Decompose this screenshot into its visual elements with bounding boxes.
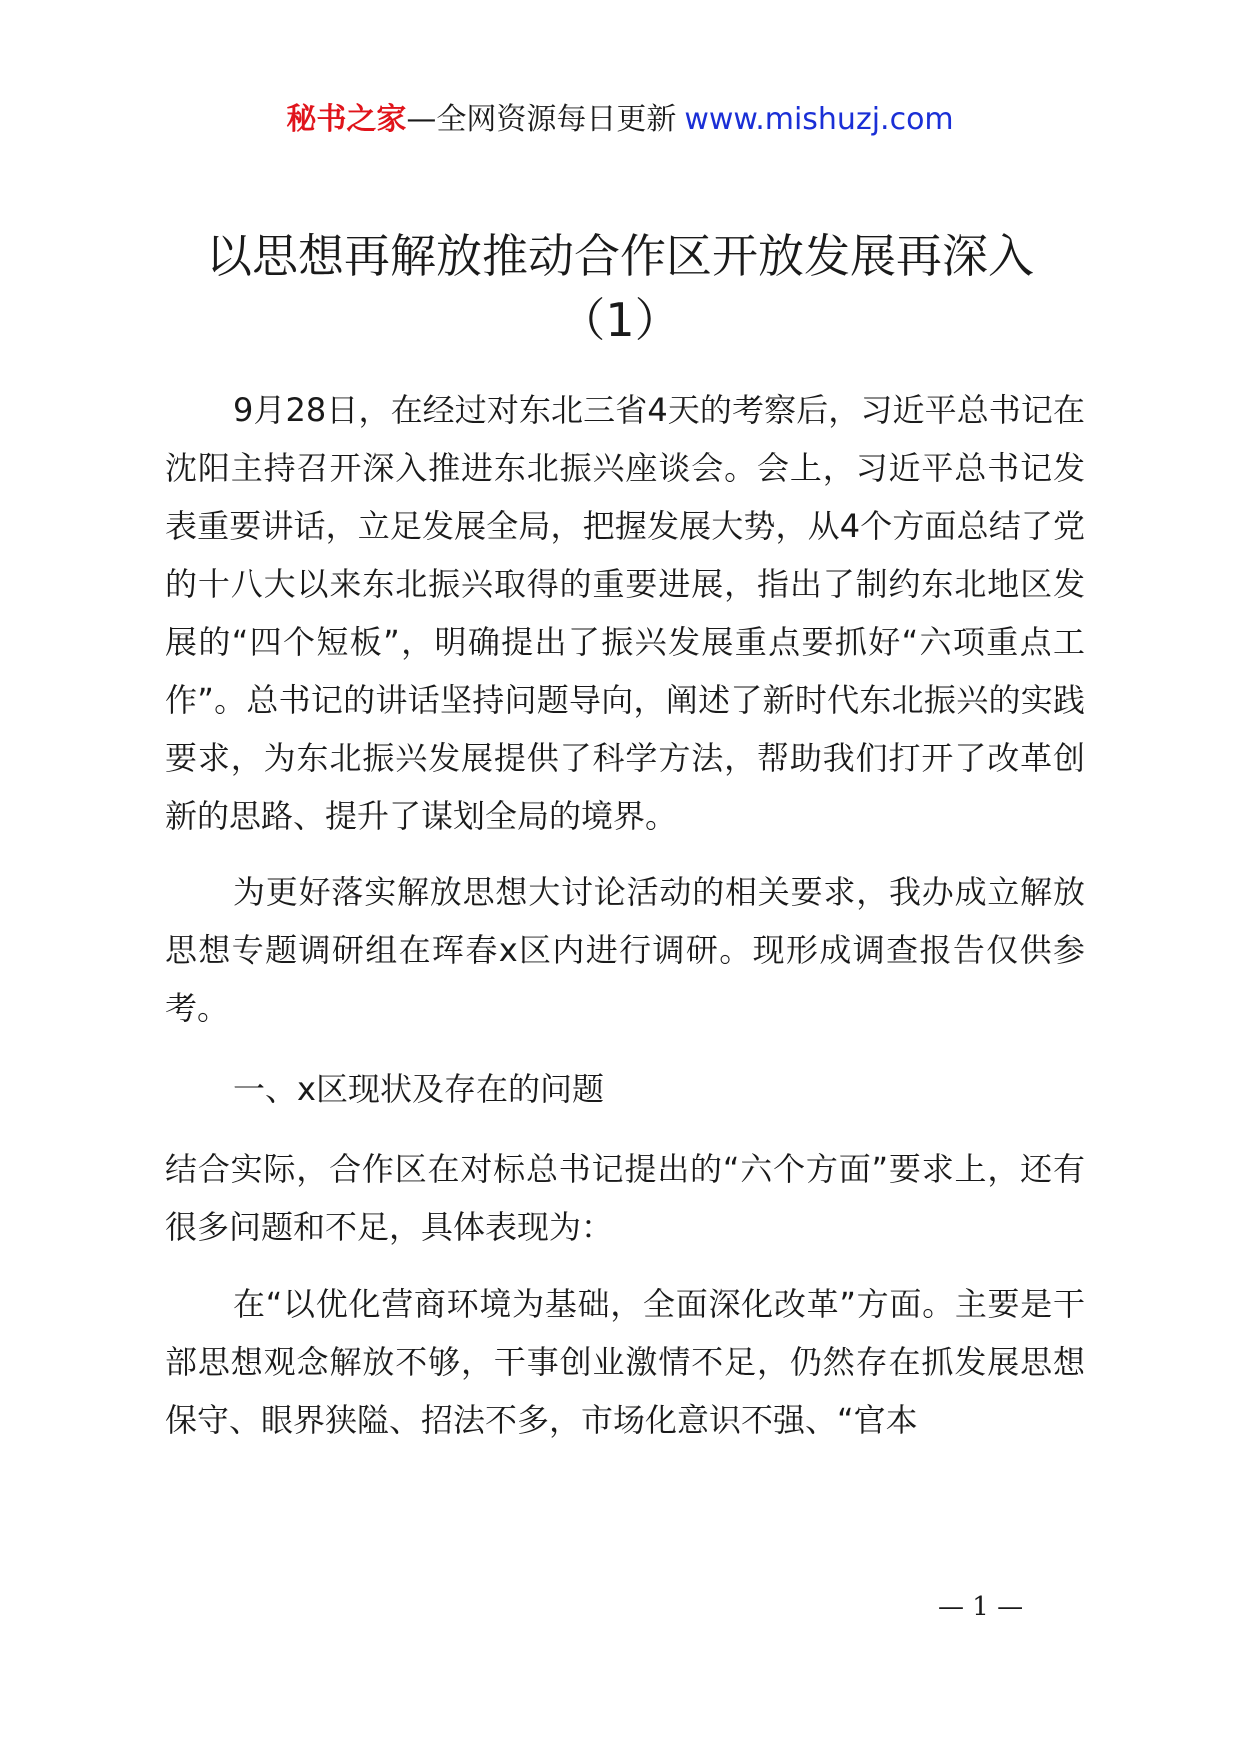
paragraph-text: 9月28日，在经过对东北三省4天的考察后，习近平总书记在沈阳主持召开深入推进东北振兴座谈会。会上，习近平总书记发表重要讲话，立足发展全局，把握发展大势，从4个方面总结了党的十八大以来东北振兴取得的重要进展，指出了制约东北地区发展的“四个短板”，明确提出了振兴发展重点要抓好“六项重点工作”。总书记的讲话坚持问题导向，阐述了新时代东北振兴的实践要求，为东北振兴发展提供了科学方法，帮助我们打开了改革创新的思路、提升了谋划全局的境界。 [165,391,1085,835]
section-heading-text: 一、x区现状及存在的问题 [233,1070,604,1108]
header-slogan: —全网资源每日更新 [406,102,677,137]
body-paragraph-2 [165,863,1085,1037]
document-title: 以思想再解放推动合作区开放发展再深入 [206,229,1034,283]
page-number: — 1 — [938,1592,1024,1622]
body-paragraph-1 [165,381,1085,845]
body-paragraph-3 [165,1140,1085,1256]
brand-name: 秘书之家 [286,102,407,137]
section-heading [165,1060,1085,1118]
paragraph-text: 在“以优化营商环境为基础，全面深化改革”方面。主要是干部思想观念解放不够，干事创业激情不足，仍然存在抓发展思想保守、眼界狭隘、招法不多，市场化意识不强、“官本 [165,1285,1085,1439]
paragraph-text: 为更好落实解放思想大讨论活动的相关要求，我办成立解放思想专题调研组在珲春x区内进行调研。现形成调查报告仅供参考。 [165,873,1085,1027]
body-paragraph-4 [165,1275,1085,1449]
paragraph-text: 结合实际，合作区在对标总书记提出的“六个方面”要求上，还有很多问题和不足，具体表现为： [165,1150,1085,1246]
site-header [0,100,1240,140]
document-title-part-number: （1） [559,293,681,347]
site-url-link[interactable]: www.mishuzj.com [684,102,954,137]
